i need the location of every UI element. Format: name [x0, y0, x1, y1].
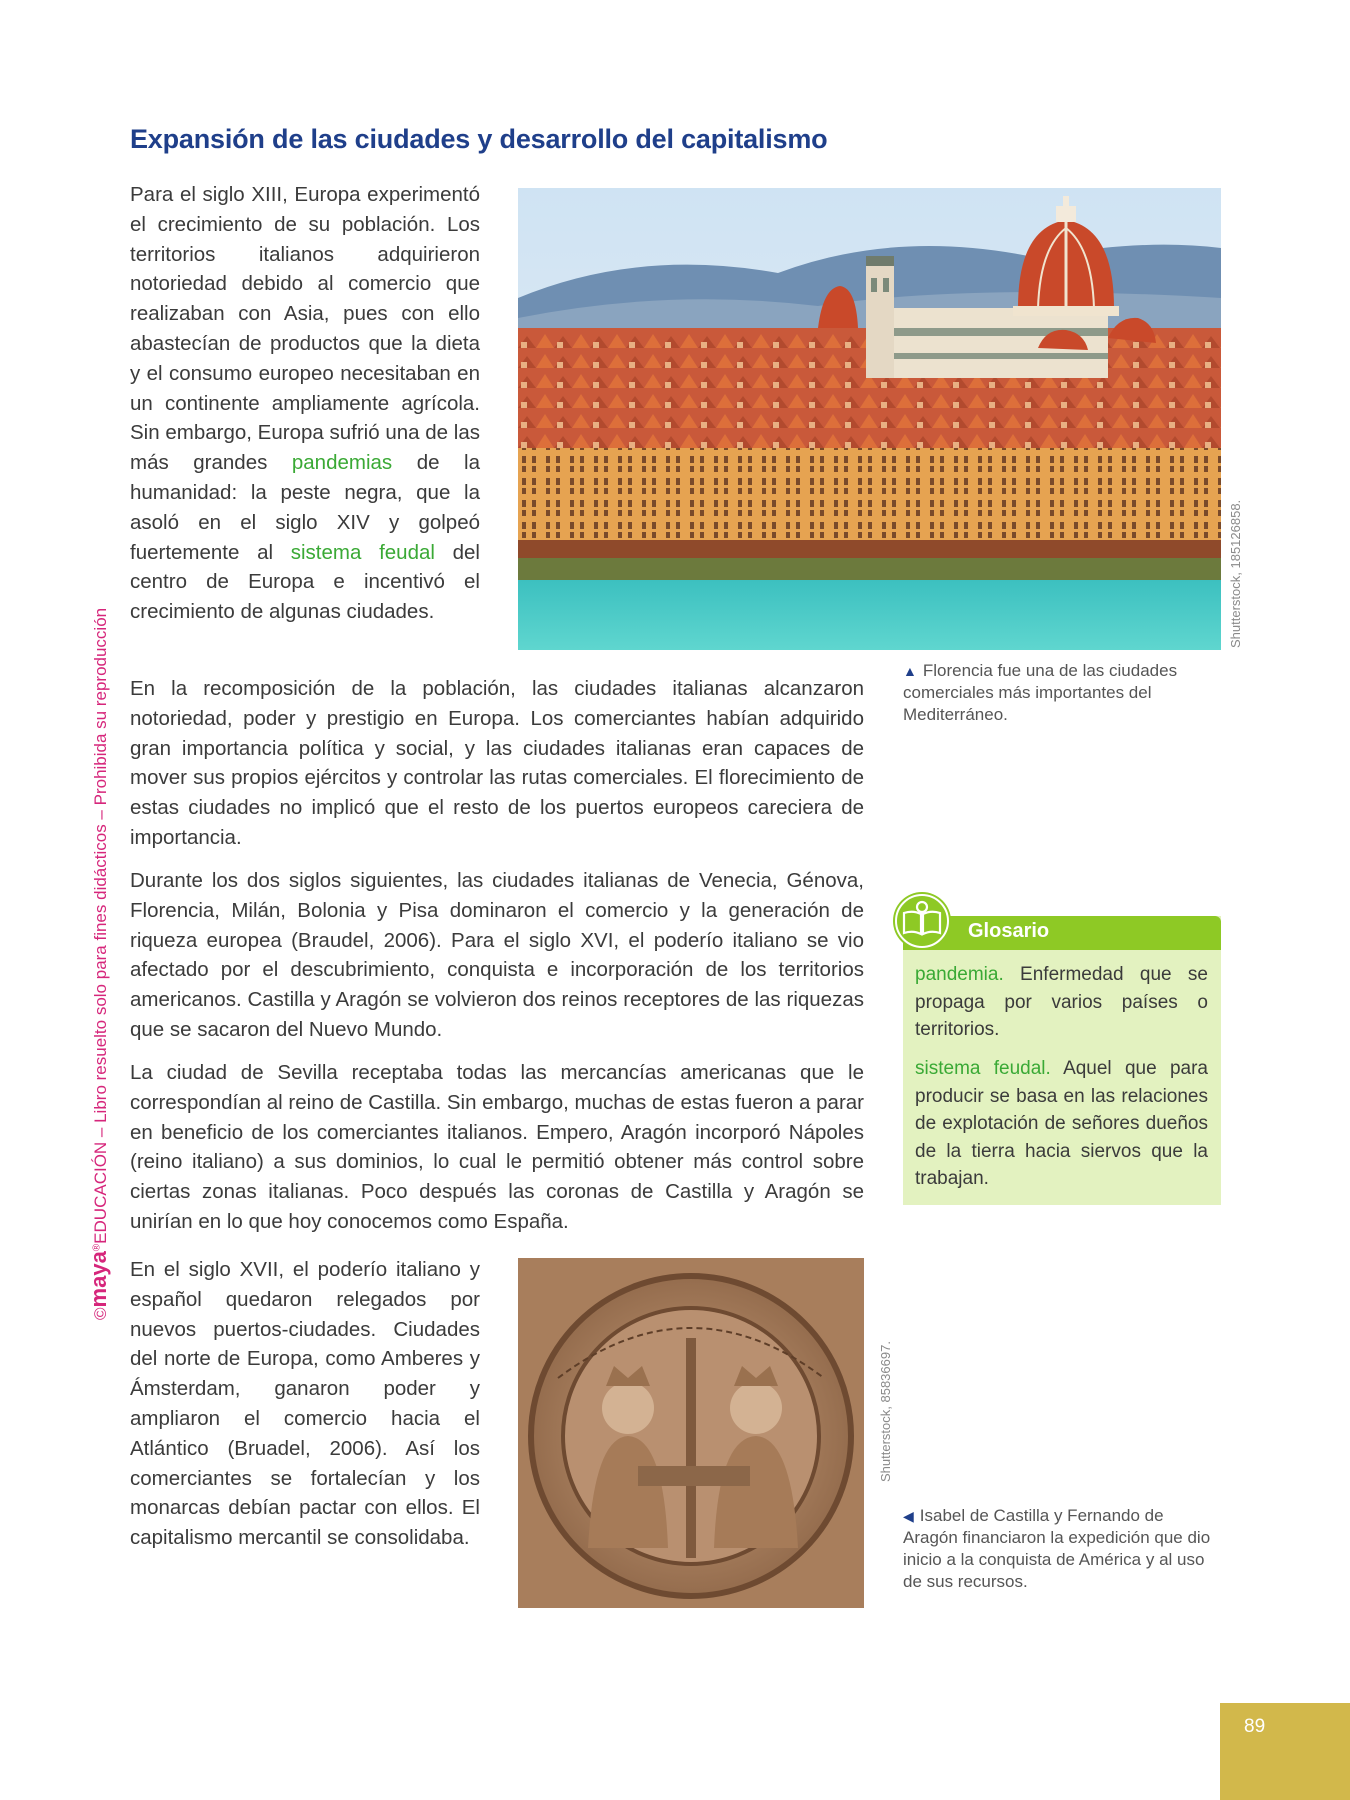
paragraph-4: La ciudad de Sevilla receptaba todas las mercancías americanas que le correspondían al reino de Castilla. Sin embargo, muchas de estas fueron a parar en beneficio de los comerciantes italianos. Empero, Aragón incorporó Nápoles (reino italiano) a sus dominios, lo cual le permitió obtener más control sobre ciertas zonas italianas. Poco después las coronas de Castilla y Aragón se unirían en lo que hoy conocemos como España. [130, 1061, 864, 1233]
glossary-entry-sistema-feudal [915, 1055, 1208, 1193]
glossary-entry-term: sistema feudal. [915, 1058, 1051, 1079]
medallion-photo-credit: Shutterstock, 85836697. [878, 1341, 893, 1482]
triangle-left-icon: ◀ [903, 1508, 914, 1524]
paragraph-3: Durante los dos siglos siguientes, las ciudades italianas de Venecia, Génova, Florencia, Milán, Bolonia y Pisa dominaron el comercio y la generación de riqueza europea (Braudel, 2006). Para el siglo XVI, el poderío italiano se vio afectado por el descubrimiento, conquista e incorporación de los territorios americanos. Castilla y Aragón se volvieron dos reinos receptores de las riquezas que se sacaron del Nuevo Mundo. [130, 869, 864, 1041]
glossary-entry-pandemia [915, 961, 1208, 1044]
glossary-term-sistema-feudal[interactable]: sistema feudal [290, 540, 435, 564]
florence-caption-text: Florencia fue una de las ciudades comerciales más importantes del Mediterráneo. [903, 661, 1178, 724]
glossary-term-pandemias[interactable]: pandemias [291, 451, 393, 475]
florence-photo [518, 188, 1221, 650]
florence-photo-credit: Shutterstock, 185126858. [1228, 499, 1243, 648]
page-number: 89 [1244, 1716, 1266, 1737]
sidebar-text: EDUCACIÓN – Libro resuelto solo para fines didácticos – Prohibida su reproducción [91, 607, 110, 1244]
brand-logo: maya [86, 1251, 111, 1308]
paragraph-1-part-a: Para el siglo XIII, Europa experimentó el crecimiento de su población. Los territorios italianos adquirieron notoriedad debido al comercio que realizaban con Asia, pues con ello abastecían de productos que la dieta y el consumo europeo necesitaban en un continente ampliamente agrícola. Sin embargo, Europa sufrió una de las más grandes [130, 183, 480, 475]
paragraph-1-part-b: de la humanidad: la peste negra, que la asoló en el siglo XIV y golpeó fuertemente al [130, 451, 480, 564]
medallion-caption [903, 1505, 1218, 1593]
sidebar-copyright-text [86, 608, 112, 1320]
copyright-symbol: © [91, 1307, 110, 1320]
glossary-entry-definition: Aquel que para producir se basa en las relaciones de explotación de señores dueños de la tierra hacia siervos que la trabajan. [915, 1058, 1208, 1189]
florence-caption [903, 660, 1203, 726]
medallion-caption-text: Isabel de Castilla y Fernando de Aragón financiaron la expedición que dio inicio a la conquista de América y al uso de sus recursos. [903, 1506, 1211, 1591]
page-title: Expansión de las ciudades y desarrollo del capitalismo [130, 124, 828, 154]
glossary-title: Glosario [968, 920, 1050, 942]
book-key-icon [893, 892, 951, 950]
page-number-box [1220, 1703, 1350, 1800]
paragraph-1 [130, 180, 480, 627]
glossary-entry-definition: Enfermedad que se propaga por varios países o territorios. [915, 964, 1208, 1040]
paragraph-1-part-c: del centro de Europa e incentivó el crecimiento de algunas ciudades. [130, 540, 480, 624]
triangle-up-icon: ▲ [903, 663, 917, 679]
paragraph-2: En la recomposición de la población, las ciudades italianas alcanzaron notoriedad, poder y prestigio en Europa. Los comerciantes habían adquirido gran importancia política y social, y las ciudades italianas eran capaces de mover sus propios ejércitos y controlar las rutas comerciales. El florecimiento de estas ciudades no implicó que el resto de los puertos europeos careciera de importancia. [130, 677, 864, 849]
glossary-icon-badge [893, 892, 951, 950]
glossary-entry-term: pandemia. [915, 964, 1004, 985]
paragraph-5: En el siglo XVII, el poderío italiano y español quedaron relegados por nuevos puertos-ciudades. Ciudades del norte de Europa, como Amberes y Ámsterdam, ganaron poder y ampliaron el comercio hacia el Atlántico (Bruadel, 2006). Así los comerciantes se fortalecían y los monarcas debían pactar con ellos. El capitalismo mercantil se consolidaba. [130, 1258, 480, 1550]
medallion-photo [518, 1258, 864, 1608]
registered-mark: ® [91, 1243, 103, 1252]
